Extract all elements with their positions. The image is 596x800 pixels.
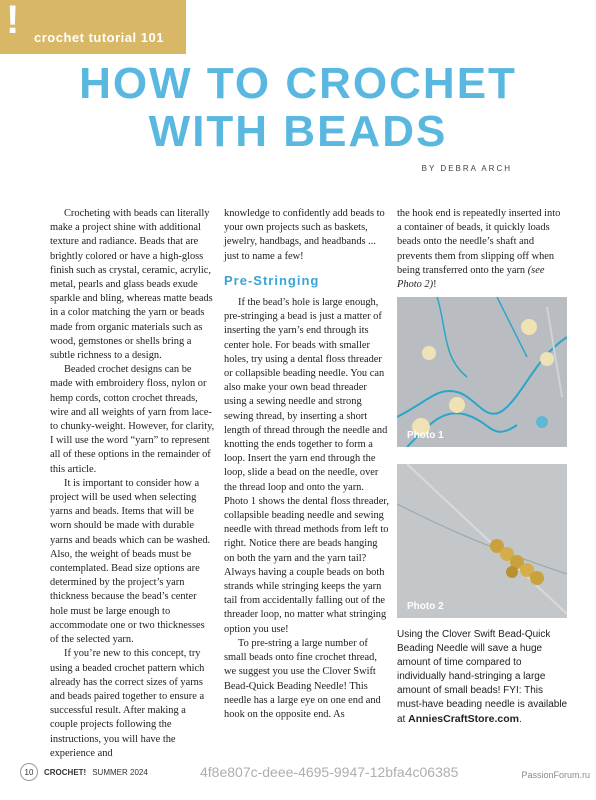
section-tab [0, 0, 186, 54]
beading-needle-image [397, 464, 567, 618]
magazine-name: CROCHET! [44, 767, 87, 777]
paragraph [397, 207, 567, 292]
paragraph-text: the hook end is repeatedly inserted into a container of beads, it quickly loads beads onto the needle’s shaft and prevents them from slipping off when being transferred onto the yarn [397, 208, 561, 276]
paragraph: If you’re new to this concept, try using a beaded crochet pattern which already has the correct sizes of yarns and beads paired together to ensure a successful result. After making a couple projects following the instructions, you will have the experience and [50, 648, 205, 759]
section-label: crochet tutorial 101 [34, 30, 164, 45]
exclamation-icon: ! [6, 0, 20, 42]
store-link[interactable]: AnniesCraftStore.com [408, 713, 519, 725]
photo-2-label: Photo 2 [407, 601, 444, 612]
article-column-2 [224, 207, 389, 722]
caption-text: Using the Clover Swift Bead-Quick Beading Needle will save a huge amount of time compared to individually hand-stringing a large amount of small beads! FYI: This must-have beading needle is available at [397, 629, 568, 725]
byline: BY DEBRA ARCH [421, 164, 512, 173]
site-watermark: PassionForum.ru [521, 770, 590, 780]
article-column-1 [50, 207, 215, 761]
issue-date: SUMMER 2024 [92, 767, 148, 777]
title-line-1: HOW TO CROCHET [79, 59, 517, 108]
article-column-3 [397, 207, 567, 292]
title-line-2: WITH BEADS [148, 107, 448, 156]
page-title [0, 60, 596, 156]
photo-1-label: Photo 1 [407, 430, 444, 441]
paragraph: Beaded crochet designs can be made with embroidery floss, nylon or hemp cords, cotton crochet threads, wire and all weights of yarn from lace- to chunky-weight. However, for clarity, I will use the word “yarn” to represent all of these options in the remainder of this article. [50, 364, 215, 475]
paragraph: If the bead’s hole is large enough, pre-stringing a bead is just a matter of inserting the yarn’s end through its center hole. For beads with smaller holes, try using a dental floss threader or collapsible beading needle. You can also make your own bead threader using a sewing needle and strong sewing thread, by inserting a short length of thread through the needle and knotting the ends together to form a loop. Insert the yarn end through the loop, slide a bead on the needle, over the thread loop and onto the yarn. Photo 1 shows the dental floss threader, collapsible beading needle and sewing needle with thread methods from left to right. Notice there are beads hanging on both the yarn and the yarn tail? Always having a couple beads on both strands while stringing keeps the yarn tail from accidentally falling out of the threader loop, no matter what stringing option you use! [224, 297, 389, 635]
paragraph-end: ! [433, 279, 437, 291]
caption-end: . [518, 714, 522, 725]
photo-1 [397, 297, 567, 447]
paragraph: To pre-string a large number of small beads onto fine crochet thread, we suggest you use the Clover Swift Bead-Quick Beading Needle! This needle has a large eye on one end and hook on the opposite end. As [224, 637, 381, 720]
photo-2 [397, 464, 567, 618]
beads-threaders-image [397, 297, 567, 447]
subheading: Pre-Stringing [224, 272, 320, 288]
watermark-id: 4f8e807c-deee-4695-9947-12bfa4c06385 [200, 764, 459, 780]
paragraph: It is important to consider how a project will be used when selecting yarns and beads. Items that will be worn should be made with durable yarns and beads which can be washed. Also, the weight of beads must be contemplated. Bead size options are determined by the project’s yarn thickness because the bead’s center hole must be large enough to accommodate one or two thicknesses of the selected yarn. [50, 477, 211, 646]
page-number: 10 [20, 763, 38, 781]
paragraph: knowledge to confidently add beads to your own projects such as baskets, jewelry, handbags, and headbands ... just to name a few! [224, 208, 385, 262]
page-footer [20, 763, 148, 781]
photo-caption [397, 628, 569, 727]
photo-reference: (see Photo 2) [397, 264, 545, 291]
paragraph: Crocheting with beads can literally make a project shine with additional texture and radiance. Beads that are brightly colored or have a high-gloss finish such as crystal, ceramic, acrylic, metal, pearls and glass beads exude sparkle and bling, whereas matte beads in a color matching the yarn or beads made from organic materials such as wood, gemstones or shells bring a subtle richness to a design. [50, 208, 213, 362]
